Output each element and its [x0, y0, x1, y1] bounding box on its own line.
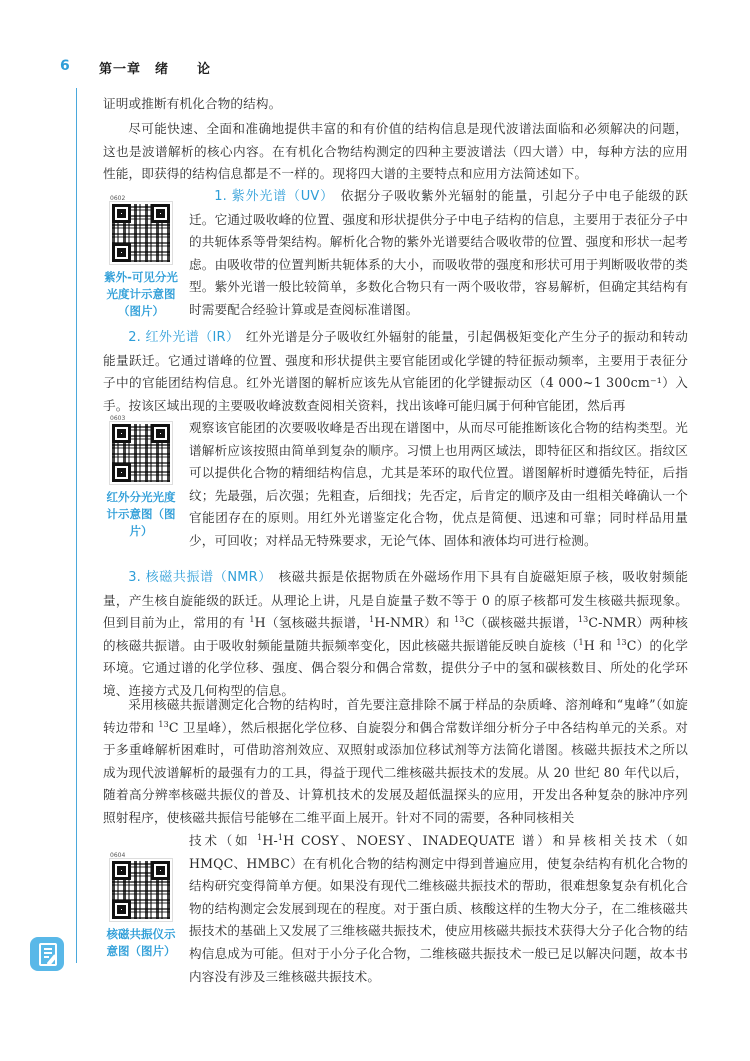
margin-rule — [76, 88, 77, 963]
text-nmr-b: H（氢核磁共振谱， — [254, 615, 370, 631]
qr-caption-ir[interactable]: 红外分光光度计示意图（图片） — [106, 490, 176, 538]
superscript: 13 — [454, 615, 465, 624]
paragraph-ir-continued: 观察该官能团的次要吸收峰是否出现在谱图中，从而尽可能推断该化合物的结构类型。光谱解析应该按照由简单到复杂的顺序。习惯上也用两区域法，即特征区和指纹区。指纹区可以提供化合物的精细结构信息，尤其是苯环的取代位置。谱图解析时遵循先特征，后指纹；先最强，后次强；先粗查，后细找；先否定，后肯定的顺序及由一组相关峰确认一个官能团存在的原则。用红外光谱鉴定化合物，优点是简便、迅速和可靠；同时样品用量少，可回收；对样品无特殊要求，无论气体、固体和液体均可进行检测。 — [189, 420, 688, 548]
superscript: 1 — [369, 615, 375, 624]
notes-edit-icon[interactable] — [30, 937, 64, 971]
qr-block-ir — [102, 415, 180, 540]
paragraph-uv — [189, 185, 688, 322]
paragraph-nmr-2d — [189, 830, 688, 988]
qr-code-uv[interactable] — [110, 202, 172, 264]
superscript: 1 — [578, 637, 584, 647]
superscript: 13 — [158, 719, 169, 729]
superscript: 1 — [249, 615, 255, 624]
text-ir: 红外光谱是分子吸收红外辐射的能量，引起偶极矩变化产生分子的振动和转动能量跃迁。它通过谱峰的位置、强度和形状提供主要官能团或化学键的特征振动频率，主要用于表征分子中的官能团结构信息。红外光谱图的解析应该先从官能团的化学键振动区（4 000~1 300cm⁻¹）入手。按该区域出现的主要吸收峰波数查阅相关资料，找出该峰可能归属于何种官能团，然后再 — [103, 329, 688, 413]
text-nmr-g: C）的化学环境。它通过谱的化学位移、强度、偶合裂分和偶合常数，提供分子中的氢和碳核数目、所处的化学环境、连接方式及几何构型的信息。 — [103, 637, 688, 698]
text-uv: 依据分子吸收紫外光辐射的能量，引起分子中电子能级的跃迁。它通过吸收峰的位置、强度和形状提供分子中电子结构的信息，主要用于表征分子中的共轭体系等骨架结构。解析化合物的紫外光谱要结合吸收带的位置、强度和形状一起考虑。由吸收带的位置判断共轭体系的大小，而吸收带的强度和形状可用于判断吸收带的类型。紫外光谱一般比较简单，多数化合物只有一两个吸收带，容易解析，但确定其结构有时需要配合经验计算或是查阅标准谱图。 — [189, 188, 688, 317]
paragraph-nmr — [103, 566, 688, 703]
text-nmr-f: H 和 — [583, 637, 617, 653]
text-nmr-c: H-NMR）和 — [374, 615, 455, 631]
qr-block-uv — [102, 195, 180, 320]
heading-nmr: 3. 核磁共振谱（NMR） — [128, 570, 266, 585]
qr-id-ir: 0603 — [110, 415, 126, 422]
text-nmr2-a: 采用核磁共振谱测定化合物的结构时，首先要注意排除不属于样品的杂质峰、溶剂峰和“鬼峰”（如旋转边带和 — [103, 697, 688, 735]
paragraph-nmr-method — [103, 694, 688, 830]
text-nmr2d-c: H COSY、NOESY、INADEQUATE 谱）和异核相关技术（如 HMQC、HMBC）在有机化合物的结构测定中得到普遍应用，使复杂结构有机化合物的结构研究变得简单方便。如果没有现代二维核磁共振技术的帮助，很难想象复杂有机化合物的结构测定会发展到现在的程度。对于蛋白质、核酸这样的生物大分子，在二维核磁共振技术的基础上又发展了三维核磁共振技术，使应用核磁共振技术获得大分子化合物的结构信息成为可能。但对于小分子化合物，二维核磁共振技术一般已足以解决问题，故本书内容没有涉及三维核磁共振技术。 — [189, 833, 688, 984]
text-nmr2d-b: H- — [262, 833, 278, 848]
qr-code-nmr[interactable] — [110, 859, 172, 921]
superscript: 1 — [257, 832, 263, 842]
page-number: 6 — [60, 58, 70, 74]
text-nmr2d-a: 技术（如 — [189, 833, 258, 848]
superscript: 13 — [616, 637, 627, 647]
superscript: 1 — [277, 832, 284, 842]
qr-id-uv: 0602 — [110, 195, 126, 202]
paragraph-overview: 尽可能快速、全面和准确地提供丰富的和有价值的结构信息是现代波谱法面临和必须解决的问题，这也是波谱解析的核心内容。在有机化合物结构测定的四种主要波谱法（四大谱）中，每种方法的应用性能，即获得的结构信息都是不一样的。现将四大谱的主要特点和应用方法简述如下。 — [103, 121, 688, 182]
qr-code-ir[interactable] — [110, 422, 172, 484]
text-nmr-d: C（碳核磁共振谱， — [464, 615, 578, 631]
heading-ir: 2. 红外光谱（IR） — [128, 330, 233, 345]
chapter-title: 第一章 绪 论 — [99, 62, 212, 77]
paragraph-intro-end: 证明或推断有机化合物的结构。 — [103, 96, 282, 111]
paragraph-ir — [103, 326, 688, 417]
qr-block-nmr — [102, 852, 180, 960]
qr-caption-uv[interactable]: 紫外-可见分光光度计示意图（图片） — [104, 270, 178, 318]
text-nmr-e: C-NMR）两种核的核磁共振谱。由于吸收射频能量随共振频率变化，因此核磁共振谱能反映自旋核（ — [103, 615, 688, 653]
text-nmr2-b: C 卫星峰），然后根据化学位移、自旋裂分和偶合常数详细分析分子中各结构单元的关系。对于多重峰解析困难时，可借助溶剂效应、双照射或添加位移试剂等方法简化谱图。核磁共振技术之所以成为现代波谱解析的最强有力的工具，得益于现代二维核磁共振技术的发展。从 20 世纪 80 年代以后，随着高分辨率核磁共振仪的普及、计算机技术的发展及超低温探头的应用，开发出各种复杂的脉冲序列照射程序，使核磁共振信号能够在二维平面上展开。针对不同的需要，各种同核相关 — [103, 719, 688, 825]
superscript: 13 — [577, 615, 589, 624]
text-nmr-a: 核磁共振是依据物质在外磁场作用下具有自旋磁矩原子核，吸收射频能量，产生核自旋能级的跃迁。从理论上讲，凡是自旋量子数不等于 0 的原子核都可发生核磁共振现象。但到目前为止，常用的有 — [103, 569, 689, 631]
heading-uv: 1. 紫外光谱（UV） — [214, 189, 328, 204]
qr-caption-nmr[interactable]: 核磁共振仪示意图（图片） — [106, 927, 176, 958]
qr-id-nmr: 0604 — [110, 852, 126, 859]
